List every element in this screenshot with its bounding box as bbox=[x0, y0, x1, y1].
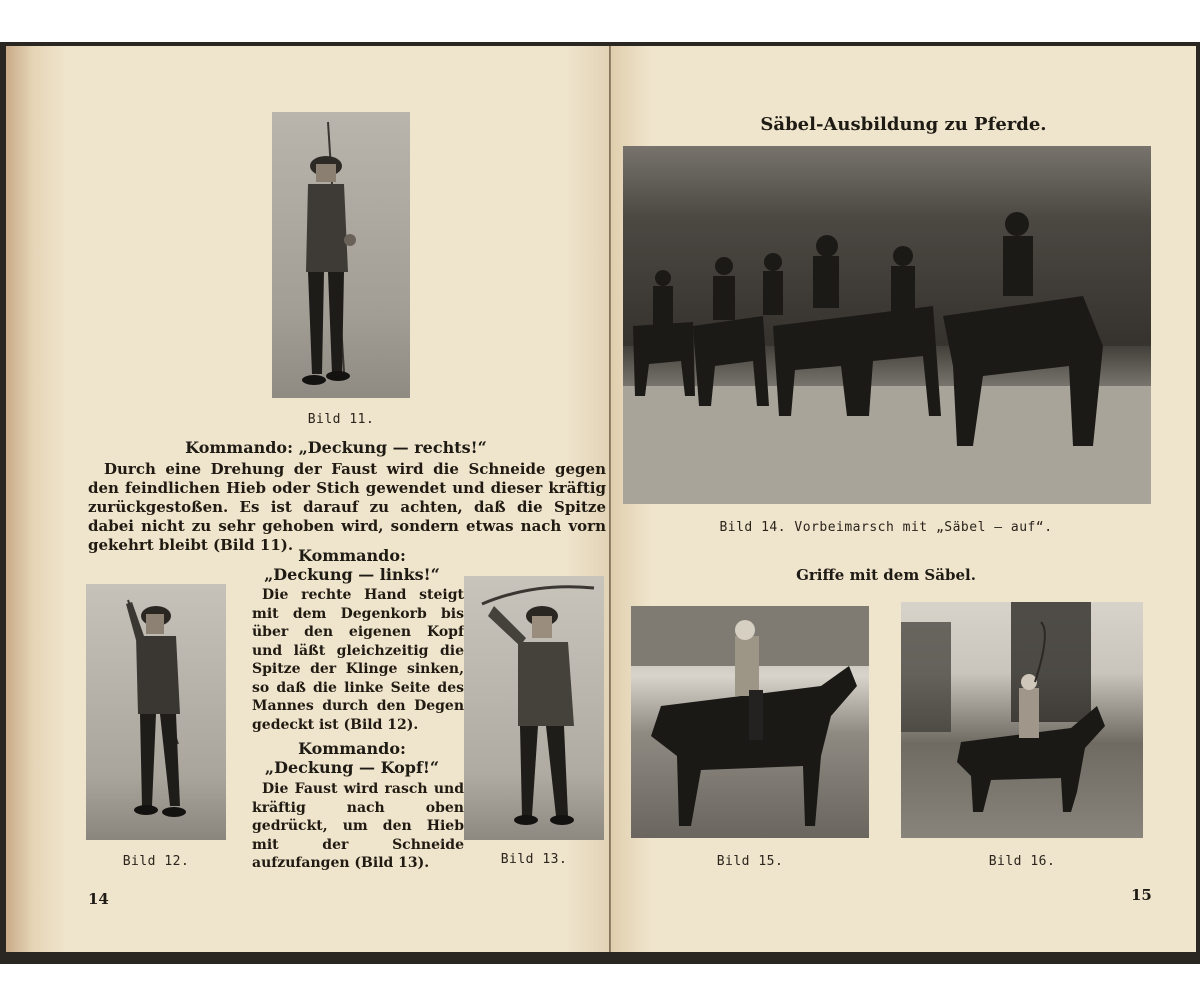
paragraph-deckung-kopf: Die Faust wird rasch und kräftig nach oben gedrückt, um den Hieb mit der Schneide aufzufangen (Bild 13). bbox=[252, 781, 464, 871]
photo-bild-12 bbox=[86, 584, 226, 840]
paragraph-deckung-rechts: Durch eine Drehung der Faust wird die Schneide gegen den feindlichen Hieb oder Stich gewendet und dieser kräftig zurückgestoßen. Es ist darauf zu achten, daß die Spitze dabei nicht zu sehr gehoben wird, sondern etwas nach vorn gekehrt bleibt (Bild 11). bbox=[88, 460, 606, 554]
caption-bild-12: Bild 12. bbox=[122, 854, 190, 869]
photo-bild-13 bbox=[464, 576, 604, 840]
subtitle-griffe: Griffe mit dem Säbel. bbox=[796, 566, 976, 584]
page-title: Säbel-Ausbildung zu Pferde. bbox=[760, 114, 1047, 135]
right-page bbox=[611, 46, 1196, 952]
caption-bild-16: Bild 16. bbox=[988, 854, 1056, 869]
photo-bild-16 bbox=[901, 602, 1143, 838]
page-number-right: 15 bbox=[1131, 886, 1152, 904]
caption-bild-15: Bild 15. bbox=[716, 854, 784, 869]
caption-bild-13: Bild 13. bbox=[500, 852, 568, 867]
kommando-label-3: Kommando: bbox=[298, 739, 406, 758]
photo-bild-15 bbox=[631, 606, 869, 838]
kommando-deckung-kopf: „Deckung — Kopf!“ bbox=[264, 758, 440, 777]
kommando-deckung-links: „Deckung — links!“ bbox=[264, 565, 440, 584]
photo-bild-11 bbox=[272, 112, 410, 398]
kommando-label-2: Kommando: bbox=[298, 546, 406, 565]
page-number-left: 14 bbox=[88, 890, 109, 908]
kommando-deckung-rechts: Kommando: „Deckung — rechts!“ bbox=[185, 438, 487, 457]
photo-bild-14 bbox=[623, 146, 1151, 504]
caption-bild-14: Bild 14. Vorbeimarsch mit „Säbel — auf“. bbox=[719, 520, 1053, 535]
left-page bbox=[6, 46, 609, 952]
paragraph-deckung-links: Die rechte Hand steigt mit dem Degenkorb bis über den eigenen Kopf und läßt gleichzeitig die Spitze der Klinge sinken, so daß die linke Seite des Mannes durch den Degen gedeckt ist (Bild 12). bbox=[252, 587, 464, 733]
caption-bild-11: Bild 11. bbox=[307, 412, 375, 427]
open-book bbox=[0, 42, 1200, 964]
